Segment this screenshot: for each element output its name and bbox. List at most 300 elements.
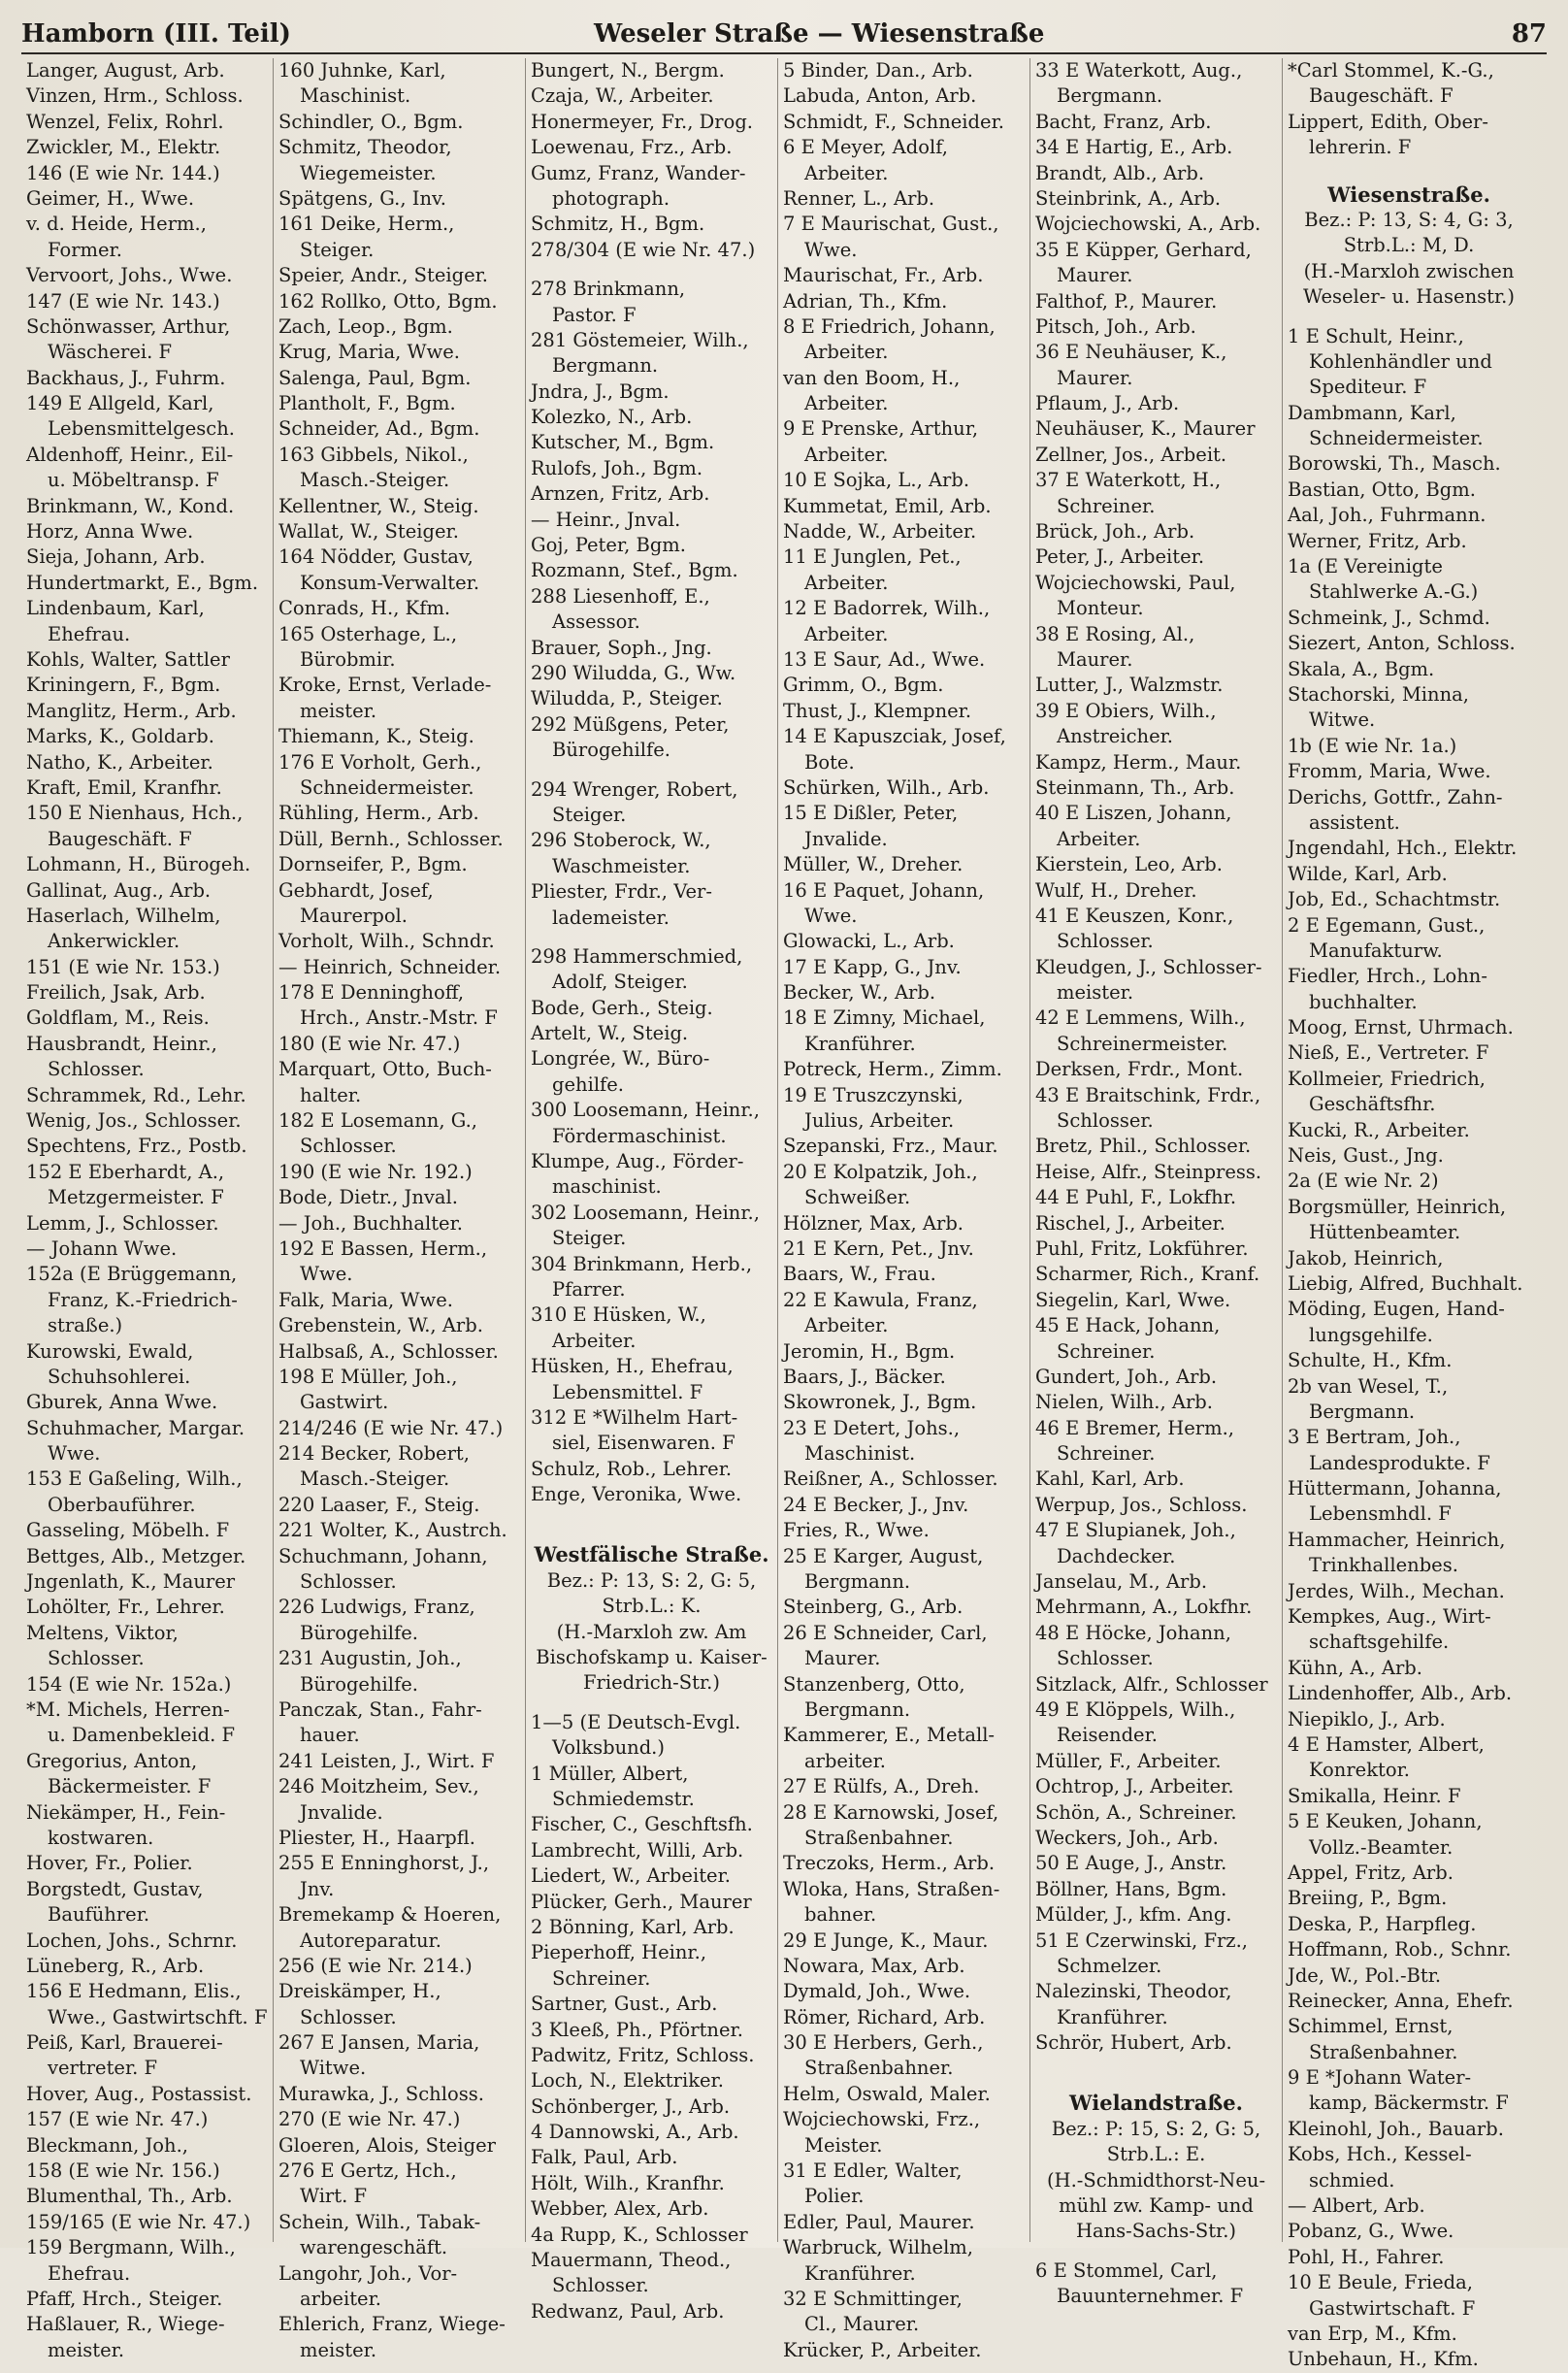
entry-continuation: Schlosser. bbox=[1057, 1647, 1154, 1670]
directory-entry: Gallinat, Aug., Arb. bbox=[26, 878, 212, 902]
entry-continuation: Lebensmittelgesch. bbox=[48, 417, 235, 441]
directory-entry: Liebig, Alfred, Buchhalt. bbox=[1288, 1271, 1523, 1295]
directory-entry: Czaja, W., Arbeiter. bbox=[531, 84, 714, 108]
directory-entry: Arnzen, Fritz, Arb. bbox=[531, 482, 710, 506]
entry-continuation: photograph. bbox=[552, 186, 670, 210]
directory-entry: Wiludda, P., Steiger. bbox=[531, 687, 723, 710]
entry-continuation: Arbeiter. bbox=[552, 1329, 637, 1352]
directory-entry: Stachorski, Minna, bbox=[1288, 682, 1469, 706]
directory-entry: Adrian, Th., Kfm. bbox=[783, 289, 948, 313]
directory-entry: Thiemann, K., Steig. bbox=[278, 725, 474, 748]
directory-entry: Hundertmarkt, E., Bgm. bbox=[26, 571, 259, 594]
directory-entry: Goj, Peter, Bgm. bbox=[531, 534, 686, 557]
directory-entry: 17 E Kapp, G., Jnv. bbox=[783, 955, 962, 978]
directory-entry: v. d. Heide, Herm., bbox=[26, 213, 207, 236]
street-info: Bez.: P: 13, S: 2, G: 5, bbox=[546, 1568, 757, 1592]
entry-continuation: Schneidermeister. bbox=[1309, 427, 1484, 450]
directory-entry: Breiing, P., Bgm. bbox=[1288, 1887, 1448, 1910]
directory-entry: Brandt, Alb., Arb. bbox=[1035, 161, 1205, 184]
entry-continuation: Gastwirtschaft. F bbox=[1309, 2296, 1476, 2320]
entry-continuation: Arbeiter. bbox=[804, 392, 889, 415]
directory-entry: 20 E Kolpatzik, Joh., bbox=[783, 1160, 978, 1183]
directory-entry: Hover, Fr., Polier. bbox=[26, 1852, 193, 1875]
directory-entry: Brinkmann, W., Kond. bbox=[26, 494, 235, 517]
directory-entry: Krücker, P., Arbeiter. bbox=[783, 2338, 982, 2361]
directory-entry: Lemm, J., Schlosser. bbox=[26, 1211, 219, 1235]
directory-entry: 35 E Küpper, Gerhard, bbox=[1035, 238, 1252, 261]
directory-entry: 48 E Höcke, Johann, bbox=[1035, 1621, 1231, 1644]
directory-entry: Wenig, Jos., Schlosser. bbox=[26, 1109, 242, 1133]
directory-entry: Schneider, Ad., Bgm. bbox=[278, 417, 480, 441]
directory-entry: Salenga, Paul, Bgm. bbox=[278, 366, 472, 389]
entry-continuation: Fördermaschinist. bbox=[552, 1124, 727, 1147]
directory-entry: 158 (E wie Nr. 156.) bbox=[26, 2159, 220, 2183]
entry-continuation: Schreiner. bbox=[1057, 1339, 1156, 1363]
directory-entry: Fries, R., Wwe. bbox=[783, 1519, 930, 1542]
directory-entry: Kutscher, M., Bgm. bbox=[531, 431, 715, 454]
entry-continuation: Bergmann. bbox=[1309, 1400, 1416, 1423]
street-info: Strb.L.: K. bbox=[602, 1595, 702, 1618]
directory-entry: 10 E Sojka, L., Arb. bbox=[783, 469, 970, 492]
directory-entry: Scharmer, Rich., Kranf. bbox=[1035, 1263, 1260, 1286]
directory-entry: Kempkes, Aug., Wirt- bbox=[1288, 1605, 1491, 1629]
entry-continuation: lehrerin. F bbox=[1309, 136, 1412, 159]
directory-entry: 150 E Nienhaus, Hch., bbox=[26, 802, 244, 825]
directory-entry: Schönberger, J., Arb. bbox=[531, 2094, 731, 2118]
directory-entry: 47 E Slupianek, Joh., bbox=[1035, 1519, 1236, 1542]
directory-entry: 231 Augustin, Joh., bbox=[278, 1647, 462, 1670]
column-3 bbox=[526, 58, 778, 2323]
entry-continuation: Schuhsohlerei. bbox=[48, 1365, 191, 1388]
entry-continuation: buchhalter. bbox=[1309, 990, 1418, 1013]
directory-entry: Hüsken, H., Ehefrau, bbox=[531, 1355, 734, 1378]
street-info: (H.-Schmidthorst-Neu- bbox=[1046, 2168, 1266, 2192]
entry-continuation: meister. bbox=[300, 2338, 377, 2361]
directory-entry: Kampz, Herm., Maur. bbox=[1035, 750, 1242, 774]
directory-entry: Bretz, Phil., Schlosser. bbox=[1035, 1135, 1252, 1158]
entry-continuation: Arbeiter. bbox=[804, 341, 889, 364]
entry-continuation: Ehefrau. bbox=[48, 622, 131, 645]
directory-entry: Padwitz, Fritz, Schloss. bbox=[531, 2043, 755, 2066]
entry-continuation: Reisender. bbox=[1057, 1724, 1158, 1747]
directory-entry: Loewenau, Frz., Arb. bbox=[531, 136, 733, 159]
entry-continuation: straße.) bbox=[48, 1314, 123, 1337]
directory-entry: Marks, K., Goldarb. bbox=[26, 725, 214, 748]
entry-continuation: Pastor. F bbox=[552, 303, 637, 326]
entry-continuation: Bergmann. bbox=[1057, 84, 1163, 108]
directory-entry: 36 E Neuhäuser, K., bbox=[1035, 341, 1227, 364]
entry-continuation: Hüttenbeamter. bbox=[1309, 1221, 1461, 1244]
directory-entry: Falk, Maria, Wwe. bbox=[278, 1288, 453, 1311]
entry-continuation: warengeschäft. bbox=[300, 2236, 448, 2259]
entry-continuation: Bürobmir. bbox=[300, 647, 396, 671]
street-heading: Wielandstraße. bbox=[1069, 2091, 1243, 2116]
directory-entry: Jndra, J., Bgm. bbox=[531, 379, 670, 403]
directory-entry: 182 E Losemann, G., bbox=[278, 1109, 477, 1133]
directory-entry: Fromm, Maria, Wwe. bbox=[1288, 760, 1491, 783]
directory-entry: Dornseifer, P., Bgm. bbox=[278, 853, 468, 876]
entry-continuation: Kranführer. bbox=[804, 2261, 916, 2285]
directory-entry: 5 E Keuken, Johann, bbox=[1288, 1810, 1483, 1833]
directory-entry: Derichs, Gottfr., Zahn- bbox=[1288, 785, 1503, 808]
entry-continuation: meister. bbox=[1057, 981, 1134, 1005]
directory-entry: Meltens, Viktor, bbox=[26, 1621, 179, 1644]
directory-entry: Potreck, Herm., Zimm. bbox=[783, 1058, 1002, 1081]
directory-entry: Gburek, Anna Wwe. bbox=[26, 1391, 218, 1414]
directory-entry: Mauermann, Theod., bbox=[531, 2249, 732, 2272]
entry-continuation: Jnvalide. bbox=[300, 1800, 383, 1824]
directory-entry: 26 E Schneider, Carl, bbox=[783, 1621, 988, 1644]
directory-entry: 164 Nödder, Gustav, bbox=[278, 545, 474, 569]
directory-entry: Falk, Paul, Arb. bbox=[531, 2146, 678, 2169]
entry-continuation: u. Möbeltransp. F bbox=[48, 469, 219, 492]
directory-entry: Lohölter, Fr., Lehrer. bbox=[26, 1596, 225, 1619]
directory-entry: Heise, Alfr., Steinpress. bbox=[1035, 1160, 1262, 1183]
page-number: 87 bbox=[1511, 19, 1547, 49]
directory-entry: Gasseling, Möbelh. F bbox=[26, 1519, 230, 1542]
directory-entry: 34 E Hartig, E., Arb. bbox=[1035, 136, 1233, 159]
entry-continuation: halter. bbox=[300, 1083, 362, 1106]
directory-entry: Borgstedt, Gustav, bbox=[26, 1877, 204, 1900]
directory-entry: 19 E Truszczynski, bbox=[783, 1083, 964, 1106]
directory-entry: Kriningern, F., Bgm. bbox=[26, 674, 221, 697]
directory-entry: Wulf, H., Dreher. bbox=[1035, 878, 1197, 902]
entry-continuation: Lebensmhdl. F bbox=[1309, 1502, 1452, 1526]
directory-entry: 290 Wiludda, G., Ww. bbox=[531, 661, 736, 684]
directory-entry: Kellentner, W., Steig. bbox=[278, 494, 479, 517]
directory-entry: Kühn, A., Arb. bbox=[1288, 1656, 1422, 1679]
spacer bbox=[531, 764, 772, 777]
directory-entry: Bode, Dietr., Jnval. bbox=[278, 1186, 458, 1209]
directory-entry: 37 E Waterkott, H., bbox=[1035, 469, 1222, 492]
entry-continuation: Baugeschäft. F bbox=[48, 827, 192, 850]
directory-entry: Smikalla, Heinr. F bbox=[1288, 1784, 1461, 1807]
directory-entry: Wojciechowski, Frz., bbox=[783, 2108, 981, 2131]
directory-entry: 221 Wolter, K., Austrch. bbox=[278, 1519, 507, 1542]
directory-entry: Bacht, Franz, Arb. bbox=[1035, 110, 1212, 133]
entry-continuation: Schweißer. bbox=[804, 1186, 911, 1209]
directory-entry: Derksen, Frdr., Mont. bbox=[1035, 1058, 1244, 1081]
directory-entry: 288 Liesenhoff, E., bbox=[531, 584, 710, 608]
directory-entry: Zellner, Jos., Arbeit. bbox=[1035, 443, 1227, 466]
directory-entry: Grebenstein, W., Arb. bbox=[278, 1314, 483, 1337]
directory-entry: 220 Laaser, F., Steig. bbox=[278, 1493, 480, 1516]
directory-entry: 2 E Egemann, Gust., bbox=[1288, 913, 1486, 937]
directory-entry: Edler, Paul, Maurer. bbox=[783, 2210, 975, 2233]
directory-entry: 18 E Zimny, Michael, bbox=[783, 1006, 986, 1030]
directory-entry: Wilde, Karl, Arb. bbox=[1288, 862, 1448, 885]
directory-entry: Renner, L., Arb. bbox=[783, 186, 935, 210]
directory-entry: Schürken, Wilh., Arb. bbox=[783, 775, 990, 799]
entry-continuation: Kranführer. bbox=[804, 1032, 916, 1055]
entry-continuation: schmied. bbox=[1309, 2168, 1395, 2192]
entry-continuation: Bauunternehmer. F bbox=[1057, 2285, 1244, 2308]
entry-continuation: Maurer. bbox=[1057, 264, 1133, 287]
directory-entry: Nieß, E., Vertreter. F bbox=[1288, 1041, 1489, 1065]
directory-entry: Labuda, Anton, Arb. bbox=[783, 84, 977, 108]
directory-entry: 159/165 (E wie Nr. 47.) bbox=[26, 2210, 251, 2233]
directory-entry: Langohr, Joh., Vor- bbox=[278, 2261, 458, 2285]
directory-entry: Wallat, W., Steiger. bbox=[278, 520, 459, 544]
entry-continuation: Julius, Arbeiter. bbox=[804, 1109, 955, 1133]
directory-entry: Pohl, H., Fahrer. bbox=[1288, 2245, 1445, 2268]
directory-entry: Ehlerich, Franz, Wiege- bbox=[278, 2313, 506, 2336]
directory-entry: 6 E Meyer, Adolf, bbox=[783, 136, 948, 159]
directory-entry: Klumpe, Aug., Förder- bbox=[531, 1150, 744, 1173]
directory-entry: Borgsmüller, Heinrich, bbox=[1288, 1195, 1507, 1218]
directory-entry: 1 Müller, Albert, bbox=[531, 1762, 689, 1785]
directory-entry: Halbsaß, A., Schlosser. bbox=[278, 1339, 499, 1363]
directory-entry: Jngenlath, K., Maurer bbox=[26, 1570, 236, 1594]
directory-entry: Hölt, Wilh., Kranfhr. bbox=[531, 2171, 725, 2194]
directory-entry: 4a Rupp, K., Schlosser bbox=[531, 2223, 748, 2246]
directory-entry: Brück, Joh., Arb. bbox=[1035, 520, 1195, 544]
entry-continuation: vertreter. F bbox=[48, 2057, 158, 2080]
directory-entry: *M. Michels, Herren- bbox=[26, 1698, 230, 1721]
directory-entry: 22 E Kawula, Franz, bbox=[783, 1288, 978, 1311]
entry-continuation: Arbeiter. bbox=[1057, 827, 1141, 850]
directory-entry: Zach, Leop., Bgm. bbox=[278, 314, 453, 338]
entry-continuation: Steiger. bbox=[552, 803, 627, 826]
entry-continuation: Wäscherei. F bbox=[48, 341, 173, 364]
directory-entry: Haserlach, Wilhelm, bbox=[26, 904, 221, 927]
spacer bbox=[1035, 2069, 1277, 2083]
directory-entry: 160 Juhnke, Karl, bbox=[278, 59, 446, 82]
street-info: (H.-Marxloh zwischen bbox=[1303, 259, 1515, 282]
directory-entry: Skowronek, J., Bgm. bbox=[783, 1391, 977, 1414]
directory-entry: 24 E Becker, J., Jnv. bbox=[783, 1493, 969, 1516]
directory-entry: 23 E Detert, Johs., bbox=[783, 1416, 961, 1439]
directory-entry: Pliester, H., Haarpfl. bbox=[278, 1826, 475, 1849]
entry-continuation: gehilfe. bbox=[552, 1072, 625, 1096]
directory-entry: Sartner, Gust., Arb. bbox=[531, 1993, 718, 2016]
directory-entry: Helm, Oswald, Maler. bbox=[783, 2082, 991, 2105]
directory-entry: Werner, Fritz, Arb. bbox=[1288, 529, 1467, 552]
directory-entry: Lüneberg, R., Arb. bbox=[26, 1954, 205, 1977]
directory-entry: Schulz, Rob., Lehrer. bbox=[531, 1457, 733, 1480]
street-info: Weseler- u. Hasenstr.) bbox=[1303, 285, 1515, 309]
entry-continuation: Wirt. F bbox=[300, 2185, 368, 2208]
entry-continuation: Schlosser. bbox=[300, 1135, 397, 1158]
entry-continuation: Schlosser. bbox=[48, 1647, 145, 1670]
directory-entry: Grimm, O., Bgm. bbox=[783, 674, 944, 697]
directory-entry: 41 E Keuszen, Konr., bbox=[1035, 904, 1234, 927]
directory-entry: Hammacher, Heinrich, bbox=[1288, 1528, 1506, 1551]
entry-continuation: Schlosser. bbox=[1057, 1109, 1154, 1133]
directory-entry: Vervoort, Johs., Wwe. bbox=[26, 264, 233, 287]
entry-continuation: Witwe. bbox=[1309, 709, 1376, 732]
directory-entry: 6 E Stommel, Carl, bbox=[1035, 2258, 1218, 2282]
directory-entry: Panczak, Stan., Fahr- bbox=[278, 1698, 482, 1721]
street-info: (H.-Marxloh zw. Am bbox=[556, 1620, 747, 1643]
entry-continuation: Wwe. bbox=[48, 1442, 101, 1466]
entry-continuation: Konsum-Verwalter. bbox=[300, 571, 480, 594]
directory-entry: 32 E Schmittinger, bbox=[783, 2287, 963, 2310]
directory-entry: Stanzenberg, Otto, bbox=[783, 1672, 965, 1696]
entry-continuation: Baugeschäft. F bbox=[1309, 84, 1454, 108]
entry-continuation: Gastwirt. bbox=[300, 1391, 389, 1414]
directory-entry: Lambrecht, Willi, Arb. bbox=[531, 1838, 744, 1862]
entry-continuation: Franz, K.-Friedrich- bbox=[48, 1288, 238, 1311]
entry-continuation: Schmelzer. bbox=[1057, 1954, 1162, 1977]
spacer bbox=[1288, 161, 1530, 175]
directory-entry: Kierstein, Leo, Arb. bbox=[1035, 853, 1223, 876]
entry-continuation: hauer. bbox=[300, 1724, 360, 1747]
directory-entry: 162 Rollko, Otto, Bgm. bbox=[278, 289, 498, 313]
entry-continuation: Schreinermeister. bbox=[1057, 1032, 1228, 1055]
directory-entry: Pfaff, Hrch., Steiger. bbox=[26, 2287, 223, 2310]
entry-continuation: Bauführer. bbox=[48, 1903, 150, 1927]
directory-entry: Vinzen, Hrm., Schloss. bbox=[26, 84, 244, 108]
entry-continuation: Kranführer. bbox=[1057, 2005, 1168, 2028]
directory-entry: Brauer, Soph., Jng. bbox=[531, 636, 712, 659]
directory-entry: Honermeyer, Fr., Drog. bbox=[531, 110, 754, 133]
directory-entry: Job, Ed., Schachtmstr. bbox=[1288, 888, 1501, 911]
directory-entry: Krug, Maria, Wwe. bbox=[278, 341, 460, 364]
directory-entry: Gebhardt, Josef, bbox=[278, 878, 434, 902]
directory-entry: Fischer, C., Geschftsfh. bbox=[531, 1813, 753, 1836]
directory-entry: Plücker, Gerh., Maurer bbox=[531, 1890, 752, 1913]
entry-continuation: Anstreicher. bbox=[1057, 725, 1173, 748]
entry-continuation: Schreiner. bbox=[1057, 1442, 1156, 1466]
directory-entry: 15 E Dißler, Peter, bbox=[783, 802, 959, 825]
directory-entry: 21 E Kern, Pet., Jnv. bbox=[783, 1236, 974, 1260]
directory-entry: 3 E Bertram, Joh., bbox=[1288, 1426, 1461, 1449]
directory-entry: 214/246 (E wie Nr. 47.) bbox=[278, 1416, 504, 1439]
directory-entry: 1—5 (E Deutsch-Evgl. bbox=[531, 1710, 741, 1733]
directory-entry: Baars, W., Frau. bbox=[783, 1263, 936, 1286]
directory-entry: — Heinr., Jnval. bbox=[531, 508, 681, 531]
directory-entry: 28 E Karnowski, Josef, bbox=[783, 1800, 999, 1824]
entry-continuation: Straßenbahner. bbox=[1309, 2040, 1458, 2063]
street-info: Bischofskamp u. Kaiser- bbox=[536, 1646, 768, 1669]
directory-entry: Lippert, Edith, Ober- bbox=[1288, 110, 1488, 133]
directory-entry: Rulofs, Joh., Bgm. bbox=[531, 456, 703, 479]
entry-continuation: Landesprodukte. F bbox=[1309, 1451, 1490, 1474]
street-info: Hans-Sachs-Str.) bbox=[1075, 2220, 1237, 2243]
directory-entry: Lindenhoffer, Alb., Arb. bbox=[1288, 1682, 1513, 1705]
entry-continuation: Stahlwerke A.-G.) bbox=[1309, 580, 1479, 604]
directory-entry: Warbruck, Wilhelm, bbox=[783, 2236, 973, 2259]
entry-continuation: Arbeiter. bbox=[804, 571, 889, 594]
entry-continuation: Autoreparatur. bbox=[300, 1928, 441, 1952]
directory-entry: Reißner, A., Schlosser. bbox=[783, 1467, 998, 1491]
entry-continuation: kostwaren. bbox=[48, 1826, 154, 1849]
directory-entry: 294 Wrenger, Robert, bbox=[531, 777, 738, 801]
directory-entry: 42 E Lemmens, Wilh., bbox=[1035, 1006, 1246, 1030]
directory-entry: Fiedler, Hrch., Lohn- bbox=[1288, 965, 1487, 988]
directory-entry: 12 E Badorrek, Wilh., bbox=[783, 597, 991, 620]
directory-entry: Bode, Gerh., Steig. bbox=[531, 996, 713, 1019]
directory-entry: Lutter, J., Walzmstr. bbox=[1035, 674, 1224, 697]
directory-entry: 2 Bönning, Karl, Arb. bbox=[531, 1915, 735, 1938]
entry-continuation: Arbeiter. bbox=[804, 443, 889, 466]
directory-entry: 156 E Hedmann, Elis., bbox=[26, 1980, 242, 2003]
column-4 bbox=[778, 58, 1030, 2361]
directory-entry: Werpup, Jos., Schloss. bbox=[1035, 1493, 1248, 1516]
directory-entry: van den Boom, H., bbox=[783, 366, 961, 389]
directory-entry: Schön, A., Schreiner. bbox=[1035, 1800, 1237, 1824]
directory-entry: 296 Stoberock, W., bbox=[531, 829, 711, 852]
directory-entry: Spechtens, Frz., Postb. bbox=[26, 1135, 247, 1158]
directory-entry: 176 E Vorholt, Gerh., bbox=[278, 750, 482, 774]
directory-entry: Schönwasser, Arthur, bbox=[26, 314, 231, 338]
directory-entry: Janselau, M., Arb. bbox=[1035, 1570, 1208, 1594]
entry-continuation: Schreiner. bbox=[552, 1966, 651, 1990]
directory-entry: Natho, K., Arbeiter. bbox=[26, 750, 213, 774]
entry-continuation: Witwe. bbox=[300, 2057, 367, 2080]
spacer bbox=[531, 1507, 772, 1521]
entry-continuation: Dachdecker. bbox=[1057, 1544, 1176, 1567]
directory-entry: 256 (E wie Nr. 214.) bbox=[278, 1954, 473, 1977]
directory-entry: — Heinrich, Schneider. bbox=[278, 955, 502, 978]
entry-continuation: u. Damenbekleid. F bbox=[48, 1724, 236, 1747]
directory-entry: Wojciechowski, A., Arb. bbox=[1035, 213, 1261, 236]
directory-entry: Becker, W., Arb. bbox=[783, 981, 936, 1005]
entry-continuation: Schmiedemstr. bbox=[552, 1788, 695, 1810]
directory-entry: Enge, Veronika, Wwe. bbox=[531, 1483, 742, 1506]
directory-entry: 25 E Karger, August, bbox=[783, 1544, 984, 1567]
entry-continuation: Konrektor. bbox=[1309, 1759, 1410, 1782]
header-center: Weseler Straße — Wiesenstraße bbox=[594, 19, 1045, 49]
directory-entry: Kollmeier, Friedrich, bbox=[1288, 1067, 1486, 1090]
directory-entry: 241 Leisten, J., Wirt. F bbox=[278, 1749, 495, 1772]
directory-entry: Wenzel, Felix, Rohrl. bbox=[26, 110, 224, 133]
page-header bbox=[21, 8, 1547, 54]
directory-entry: Lohmann, H., Bürogeh. bbox=[26, 853, 251, 876]
directory-entry: Jeromin, H., Bgm. bbox=[783, 1339, 956, 1363]
entry-continuation: siel, Eisenwaren. F bbox=[552, 1432, 735, 1455]
entry-continuation: Pfarrer. bbox=[552, 1277, 626, 1301]
directory-entry: 165 Osterhage, L., bbox=[278, 622, 458, 645]
directory-entry: Redwanz, Paul, Arb. bbox=[531, 2299, 725, 2323]
directory-entry: Rühling, Herm., Arb. bbox=[278, 802, 479, 825]
directory-entry: Kucki, R., Arbeiter. bbox=[1288, 1118, 1470, 1141]
directory-entry: 4 E Hamster, Albert, bbox=[1288, 1733, 1485, 1756]
directory-entry: Falthof, P., Maurer. bbox=[1035, 289, 1218, 313]
directory-entry: 27 E Rülfs, A., Dreh. bbox=[783, 1775, 980, 1798]
directory-entry: Jngendahl, Hch., Elektr. bbox=[1288, 837, 1518, 860]
entry-continuation: Schlosser. bbox=[48, 1058, 145, 1081]
entry-continuation: Hrch., Anstr.-Mstr. F bbox=[300, 1006, 498, 1030]
directory-entry: Reinecker, Anna, Ehefr. bbox=[1288, 1989, 1514, 2012]
directory-entry: 30 E Herbers, Gerh., bbox=[783, 2031, 984, 2055]
entry-continuation: Wwe. bbox=[804, 904, 858, 927]
directory-entry: Wloka, Hans, Straßen- bbox=[783, 1877, 1000, 1900]
entry-continuation: Bergmann. bbox=[552, 354, 659, 378]
entry-continuation: Spediteur. F bbox=[1309, 376, 1427, 399]
directory-entry: Pobanz, G., Wwe. bbox=[1288, 2220, 1454, 2243]
entry-continuation: Wwe. bbox=[300, 1263, 353, 1286]
directory-entry: 153 E Gaßeling, Wilh., bbox=[26, 1467, 243, 1491]
entry-continuation: meister. bbox=[48, 2338, 125, 2361]
directory-entry: 292 Müßgens, Peter, bbox=[531, 712, 730, 736]
directory-entry: Hoffmann, Rob., Schnr. bbox=[1288, 1938, 1512, 1961]
entry-continuation: Former. bbox=[48, 238, 122, 261]
directory-entry: Haßlauer, R., Wiege- bbox=[26, 2313, 225, 2336]
directory-entry: 38 E Rosing, Al., bbox=[1035, 622, 1195, 645]
directory-entry: Backhaus, J., Fuhrm. bbox=[26, 366, 226, 389]
directory-entry: — Albert, Arb. bbox=[1288, 2194, 1425, 2218]
directory-entry: 14 E Kapuszciak, Josef, bbox=[783, 725, 1006, 748]
entry-continuation: Meister. bbox=[804, 2133, 883, 2157]
entry-continuation: schaftsgehilfe. bbox=[1309, 1631, 1450, 1654]
directory-entry: 2a (E wie Nr. 2) bbox=[1288, 1170, 1439, 1193]
directory-entry: 246 Moitzheim, Sev., bbox=[278, 1775, 479, 1798]
directory-entry: Schindler, O., Bgm. bbox=[278, 110, 464, 133]
directory-entry: Webber, Alex, Arb. bbox=[531, 2197, 709, 2221]
directory-entry: Skala, A., Bgm. bbox=[1288, 657, 1435, 680]
